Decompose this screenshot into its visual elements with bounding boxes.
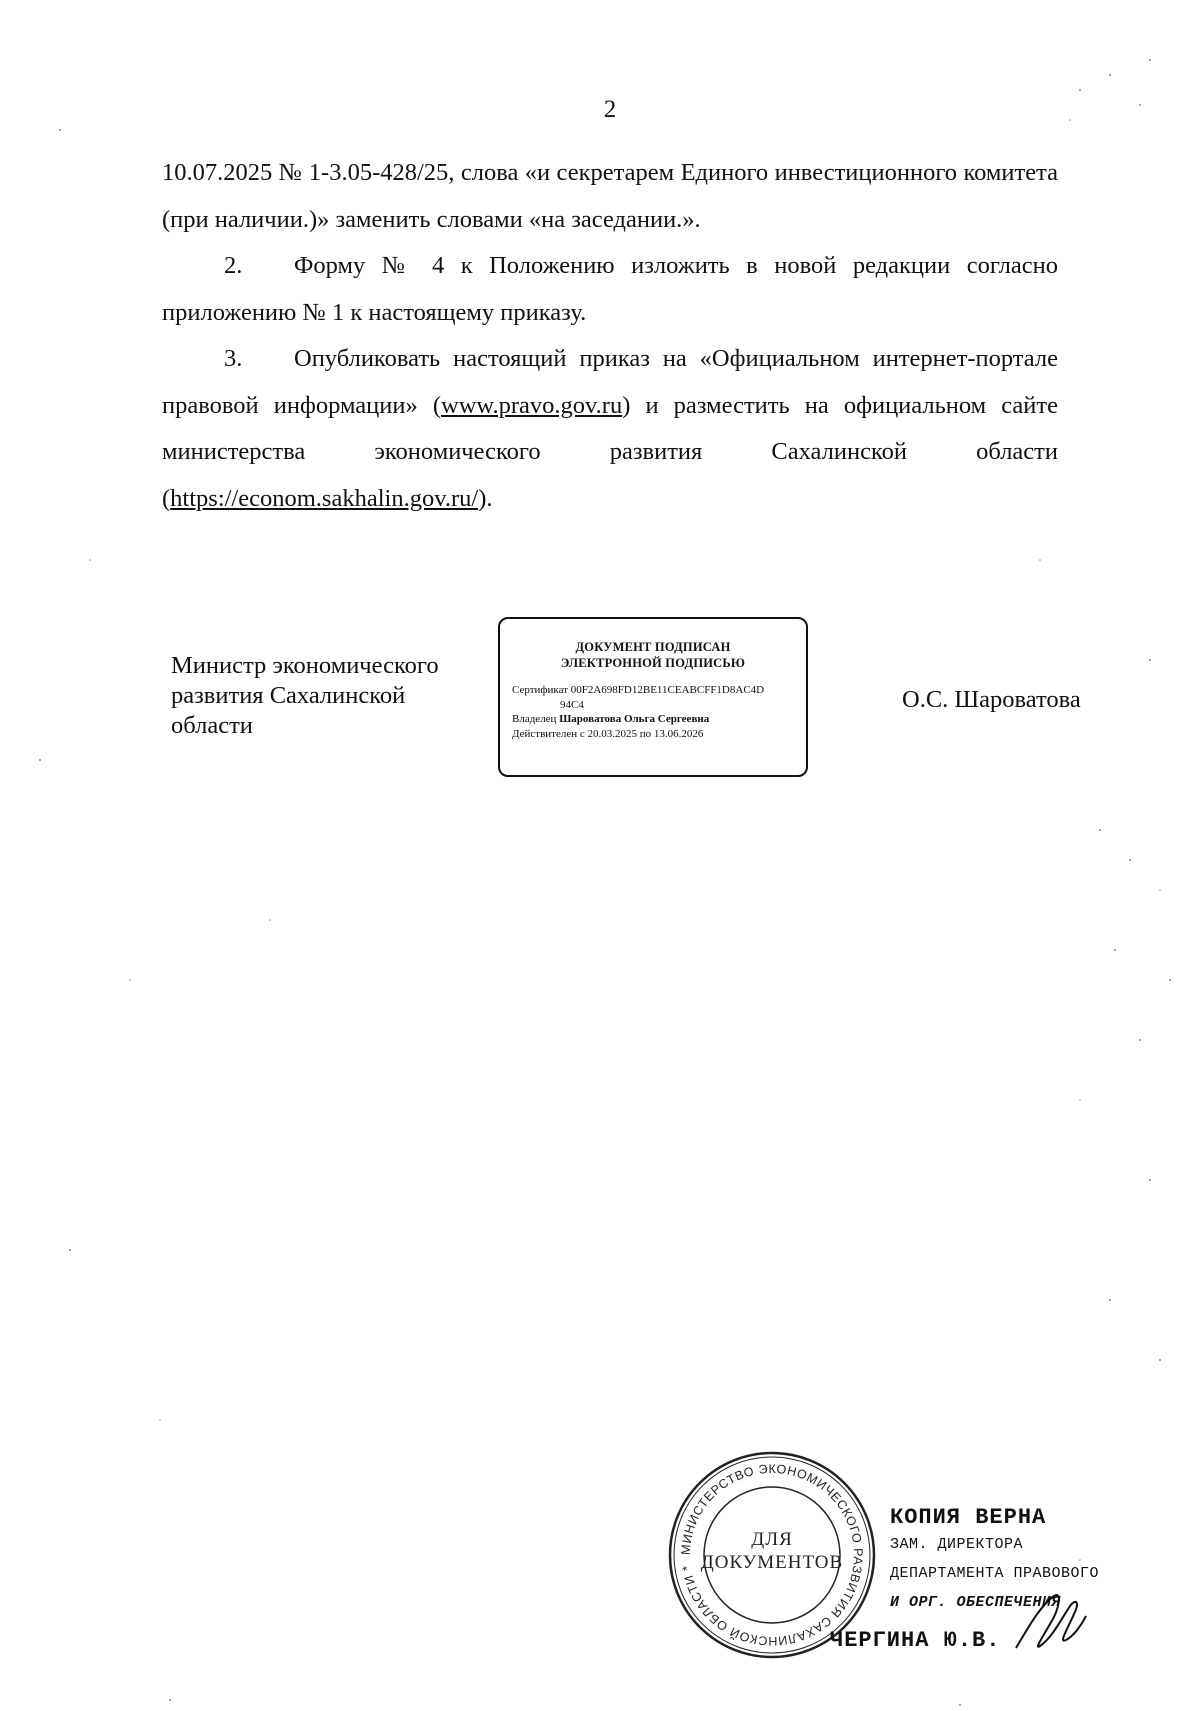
document-body — [162, 150, 1058, 522]
econom-sakhalin-link[interactable]: https://econom.sakhalin.gov.ru/ — [170, 484, 479, 512]
seal-center-line-2: ДОКУМЕНТОВ — [700, 1552, 844, 1573]
copy-stamp-title: КОПИЯ ВЕРНА — [890, 1505, 1047, 1530]
copy-stamp-line-3: И ОРГ. ОБЕСПЕЧЕНИЯ — [890, 1594, 1062, 1611]
esig-heading — [500, 639, 806, 671]
electronic-signature-stamp — [498, 617, 808, 777]
esig-certificate-value: 00F2A698FD12BE11CEABCFF1D8AC4D — [570, 684, 765, 696]
esig-certificate-value-cont: 94C4 — [560, 699, 584, 711]
esig-certificate-label: Сертификат — [512, 684, 568, 696]
page-number: 2 — [603, 96, 617, 123]
esig-heading-line-1: ДОКУМЕНТ ПОДПИСАН — [575, 640, 731, 654]
paragraph-1: 10.07.2025 № 1-3.05-428/25, слова «и секретарем Единого инвестиционного комитета (при наличии.)» заменить словами «на заседании.». — [162, 159, 1058, 233]
copy-stamp-line-1: ЗАМ. ДИРЕКТОРА — [890, 1536, 1024, 1553]
esig-owner-value: Шароватова Ольга Сергеевна — [559, 713, 710, 725]
signer-position-line-3: области — [171, 712, 253, 739]
signer-position-line-1: Министр экономического — [171, 652, 439, 679]
paragraph-3-text-a: Опубликовать настоящий приказ на «Официальном интернет-портале правовой информации» ( — [162, 345, 1058, 419]
esig-owner-label: Владелец — [512, 713, 557, 725]
signer-name: О.С. Шароватова — [902, 686, 1081, 713]
paragraph-3 — [162, 336, 1058, 522]
paragraph-2 — [162, 243, 1058, 336]
signer-position — [171, 651, 491, 741]
copy-stamp-line-2: ДЕПАРТАМЕНТА ПРАВОВОГО — [890, 1565, 1100, 1582]
esig-certificate — [500, 683, 806, 698]
paragraph-2-number: 2. — [224, 252, 243, 279]
esig-heading-line-2: ЭЛЕКТРОННОЙ ПОДПИСЬЮ — [560, 656, 746, 670]
seal-center-line-1: ДЛЯ — [751, 1529, 793, 1550]
paragraph-2-text: Форму № 4 к Положению изложить в новой редакции согласно приложению № 1 к настоящему приказу. — [162, 252, 1058, 326]
handwritten-signature — [1010, 1588, 1090, 1658]
copy-stamp-name: ЧЕРГИНА Ю.В. — [830, 1628, 1001, 1653]
seal-center-text — [667, 1528, 877, 1574]
signer-position-line-2: развития Сахалинской — [171, 682, 406, 709]
paragraph-3-text-c: ). — [478, 484, 493, 512]
esig-owner — [500, 712, 806, 727]
paragraph-3-number: 3. — [224, 345, 243, 372]
paragraph-3-text-b: ) и разместить на официальном сайте министерства экономического развития Сахалинской области ( — [162, 391, 1059, 512]
seal-ring-text: МИНИСТЕРСТВО ЭКОНОМИЧЕСКОГО РАЗВИТИЯ САХАЛИНСКОЙ ОБЛАСТИ * — [678, 1461, 866, 1649]
esig-validity: Действителен с 20.03.2025 по 13.06.2026 — [512, 728, 704, 740]
pravo-link[interactable]: www.pravo.gov.ru — [441, 391, 623, 419]
